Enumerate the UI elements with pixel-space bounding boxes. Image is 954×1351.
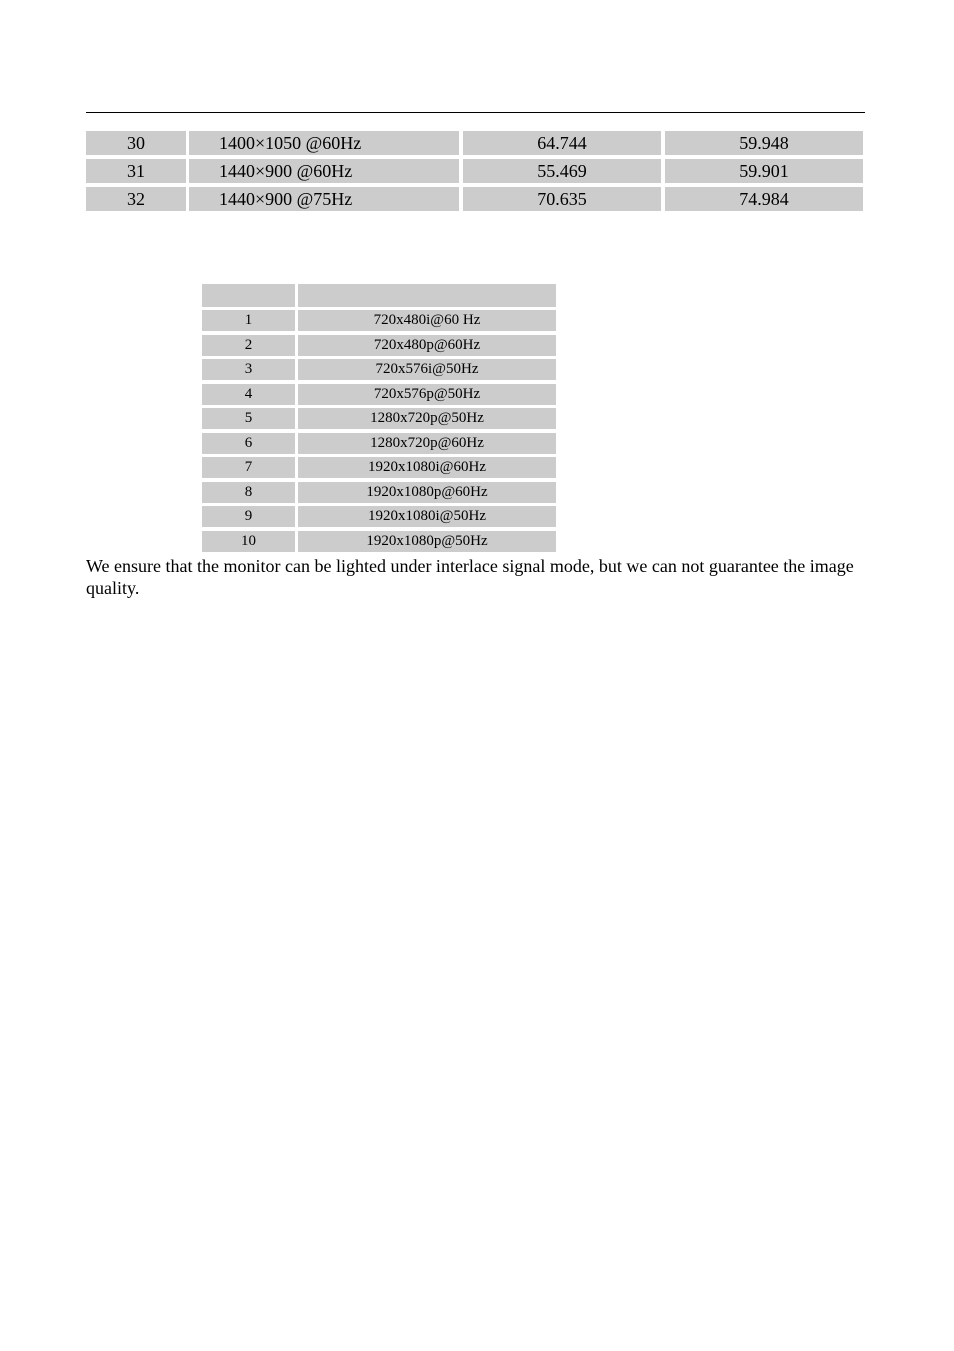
- table-row: [201, 383, 557, 408]
- table-row: [201, 432, 557, 457]
- index-cell: 2: [202, 335, 295, 356]
- table-header-row: [201, 283, 557, 309]
- timing-table: [85, 130, 865, 214]
- format-cell: 720x576p@50Hz: [298, 384, 556, 405]
- mode-number-cell: 30: [86, 131, 186, 155]
- header-cell: [202, 284, 295, 307]
- table-row: [201, 407, 557, 432]
- index-cell: 1: [202, 310, 295, 331]
- format-cell: 720x480p@60Hz: [298, 335, 556, 356]
- index-cell: 10: [202, 531, 295, 552]
- table-row: [201, 505, 557, 530]
- table-row: [201, 530, 557, 555]
- table-row: [201, 309, 557, 334]
- vertical-frequency-cell: 59.948: [665, 131, 863, 155]
- resolution-cell: 1440×900 @75Hz: [189, 187, 459, 211]
- mode-number-cell: 31: [86, 159, 186, 183]
- interlace-note: We ensure that the monitor can be lighted under interlace signal mode, but we can not guarantee the image quality.: [86, 556, 854, 598]
- table-row: [85, 186, 865, 214]
- index-cell: 9: [202, 506, 295, 527]
- header-cell: [298, 284, 556, 307]
- index-cell: 3: [202, 359, 295, 380]
- format-cell: 720x576i@50Hz: [298, 359, 556, 380]
- table-row: [85, 158, 865, 186]
- index-cell: 4: [202, 384, 295, 405]
- index-cell: 6: [202, 433, 295, 454]
- horizontal-frequency-cell: 64.744: [463, 131, 661, 155]
- resolution-cell: 1400×1050 @60Hz: [189, 131, 459, 155]
- resolution-cell: 1440×900 @60Hz: [189, 159, 459, 183]
- index-cell: 7: [202, 457, 295, 478]
- video-timing-table: [201, 283, 557, 554]
- format-cell: 1920x1080p@50Hz: [298, 531, 556, 552]
- table-row: [201, 334, 557, 359]
- format-cell: 720x480i@60 Hz: [298, 310, 556, 331]
- horizontal-frequency-cell: 55.469: [463, 159, 661, 183]
- vertical-frequency-cell: 59.901: [665, 159, 863, 183]
- horizontal-frequency-cell: 70.635: [463, 187, 661, 211]
- table-row: [85, 130, 865, 158]
- index-cell: 8: [202, 482, 295, 503]
- format-cell: 1920x1080i@50Hz: [298, 506, 556, 527]
- table-row: [201, 358, 557, 383]
- table-row: [201, 456, 557, 481]
- format-cell: 1920x1080p@60Hz: [298, 482, 556, 503]
- mode-number-cell: 32: [86, 187, 186, 211]
- vertical-frequency-cell: 74.984: [665, 187, 863, 211]
- table-row: [201, 481, 557, 506]
- header-rule: [86, 112, 865, 113]
- format-cell: 1280x720p@60Hz: [298, 433, 556, 454]
- format-cell: 1920x1080i@60Hz: [298, 457, 556, 478]
- format-cell: 1280x720p@50Hz: [298, 408, 556, 429]
- index-cell: 5: [202, 408, 295, 429]
